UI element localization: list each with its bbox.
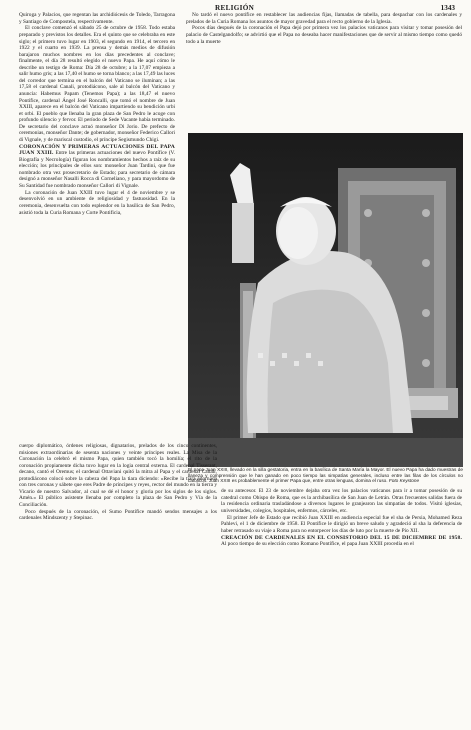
paragraph-text: Al poco tiempo de su elección como Romano Pontífice, el papa Juan XXIII procedía en el <box>221 541 414 548</box>
paragraph-text: Quiroga y Palacios, que regentan las archidiócesis de Toledo, Tarragona y Santiago de Compostela, respectivamente. <box>19 12 175 25</box>
paragraph <box>19 144 175 190</box>
right-top-column <box>186 12 462 132</box>
section-heading: CREACIÓN DE CARDENALES EN EL CONSISTORIO DEL 15 DE DICIEMBRE DE 1958. <box>221 534 462 541</box>
paragraph-text: cuerpo diplomático, órdenes religiosas, dignatarios, prelados de los cinco continentes, misiones extraordinarias de sesenta naciones y veinte príncipes reales. La Misa de la Coronación la celebró el mismo Papa, quien también tocó la homilía; el rito de la coronación propiamente dicha tuvo lugar en la logia central externa. El cardenal Tisserant, decano, cantó el Oremus; el cardenal Ottaviani quitó la mitra al Papa y el cardenal Canali, protodiácono colocó sobre la cabeza del Papa la tiara diciendo: «Recibe la tiara adornada con tres coronas y sábete que eres Padre de príncipes y reyes, rector del mundo en la tierra y Vicario de nuestro Salvador, al cual se dé el honor y gloria por los siglos de los siglos. Amén.» El público asistente llenaba por completo la plaza de San Pedro y Vía de la Conciliación. <box>19 443 217 508</box>
paragraph <box>221 488 462 514</box>
paragraph-text: El conclave comenzó el sábado 25 de octubre de 1958. Todo estaba preparado y previstos los detalles. Era el quinto que se celebraba en este siglo; el primero tuvo lugar en 1903, el segundo en 1914, el tercero en 1922 y el cuarto en 1939. La prensa y demás medios de difusión barajaron muchos nombres en los días precedentes al conclave; finalmente, el día 28 resultó elegido el nuevo Papa. He aquí cómo le describe un testigo de Roma: Día 28 de octubre; a la 17,07 empieza a salir humo gris; a las 17,40 el humo se torna blanco; a las 17,49 las luces del corredor que termina en el balcón del Vaticano se iluminan; a las 17,58 el cardenal Canali, protodiácono, sale al balcón del Vaticano y anuncia: Habemus Papam (Tenemos Papa); a las 18,47 el nuevo Pontífice, cardenal Ángel José Roncalli, que tomó el nombre de Juan XXIII, aparece en el balcón del Vaticano impartiendo su bendición urbi et orbi. El pueblo que llenaba la gran plaza de San Pedro le acoge con profundo silencio y fervor. El período de Sede Vacante había terminado. De secretario del conclave actuó monseñor Di Jorio. De prefecto de ceremonias, monseñor Dante; de gobernador, monseñor Federico Callori di Vignale, y de mariscal custodio, el príncipe Segismundo Chigi. <box>19 25 175 143</box>
running-title: RELIGIÓN <box>215 4 255 12</box>
pope-photograph <box>188 133 463 467</box>
page-number: 1343 <box>440 4 455 12</box>
paragraph <box>19 443 217 508</box>
paragraph-text: La coronación de Juan XXIII tuvo lugar el 4 de noviembre y se desenvolvió en un ambiente de religiosidad y fastuosidad. En la ceremonia, desenvuelta con todo esplendor en la basílica de San Pedro, asistió toda la Curia Romana y Corte Pontificia, <box>19 189 175 216</box>
paragraph <box>19 190 175 216</box>
photo-credit: Foto Keystone <box>388 478 420 484</box>
right-lower-column <box>221 488 462 721</box>
paragraph <box>221 515 462 535</box>
photo-caption <box>188 467 463 484</box>
paragraph-text: Poco después de la coronación, el Sumo Pontífice mandó sendos mensajes a los cardenales Mindszenty y Stepinac. <box>19 508 217 522</box>
paragraph-text: No tardó el nuevo pontífice en restablecer las audiencias fijas, llamadas de tabella, para despachar con los cardenales y prelados de la Curia Romana los asuntos de mayor gravedad para el recto gobierno de la Iglesia. <box>186 12 462 25</box>
paragraph <box>186 12 462 25</box>
paragraph <box>186 25 462 45</box>
paragraph-text: El primer Jefe de Estado que recibió Juan XXIII en audiencia especial fue el sha de Persia, Mohamed Reza Pahlevi, el 1 de diciembre de 1958. El Pontífice le dirigió un breve saludo y agradeció al sha la deferencia de haber retrasado su viaje a Roma para no entorpecer los días de luto por la muerte de Pío XII. <box>221 514 462 534</box>
left-column <box>19 12 175 442</box>
paragraph-text: Entre las primeras actuaciones del nuevo Pontífice (V. Biografía y Necrología) figuran los nombramientos hechos a raíz de su elección; los principales de ellos son: monseñor Juan Tardini, que fue nombrado otra vez prosecretario de Estado; para secretario de cámara designó a monseñor Nasalli Rocca di Corneliano, y para mayordomo de Su Santidad fue nombrado monseñor Callori di Vignale. <box>19 150 175 189</box>
paragraph <box>221 535 462 548</box>
caption-text: El papa Juan XXIII, llevado en la silla gestatoria, entra en la basílica de Santa María la Mayor. El nuevo Papa ha dado muestras de llaneza y comprensión que le han ganado en poco tiempo las simpatías generales, incluso entre las filas de los círculos no católicos. Juan XXIII es probablemente el primer Papa que, entre otras lenguas, domina el ruso. <box>188 467 463 484</box>
paragraph-text: Pocos días después de la coronación el Papa dejó por primera vez los palacios vaticanos para visitar y tomar posesión del palacio de Castelgandolfo; se advirtió que el Papa no deseaba hacer manifestaciones que de servir al mismo tiempo como quedó todo a la muerte <box>186 25 462 45</box>
paragraph <box>19 12 175 25</box>
paragraph <box>19 25 175 143</box>
paragraph-text: de su antecesor. El 23 de noviembre dejaba otra vez los palacios vaticanos para ir a tomar posesión de su catedral como Obispo de Roma, que es la archibasílica de San Juan de Letrán. Otras frecuentes salidas fuera de la residencia ordinaria trasladándose a diversos lugares le granjearon las simpatías de todos. Visitó iglesias, universidades, colegios, hospitales, enfermos, cárceles, etc. <box>221 488 462 514</box>
section-heading: CORONACIÓN Y PRIMERAS ACTUACIONES DEL PAPA JUAN XXIII. <box>19 143 175 157</box>
paragraph <box>19 509 217 522</box>
left-lower-column <box>19 443 217 721</box>
photo-illustration <box>188 133 463 467</box>
